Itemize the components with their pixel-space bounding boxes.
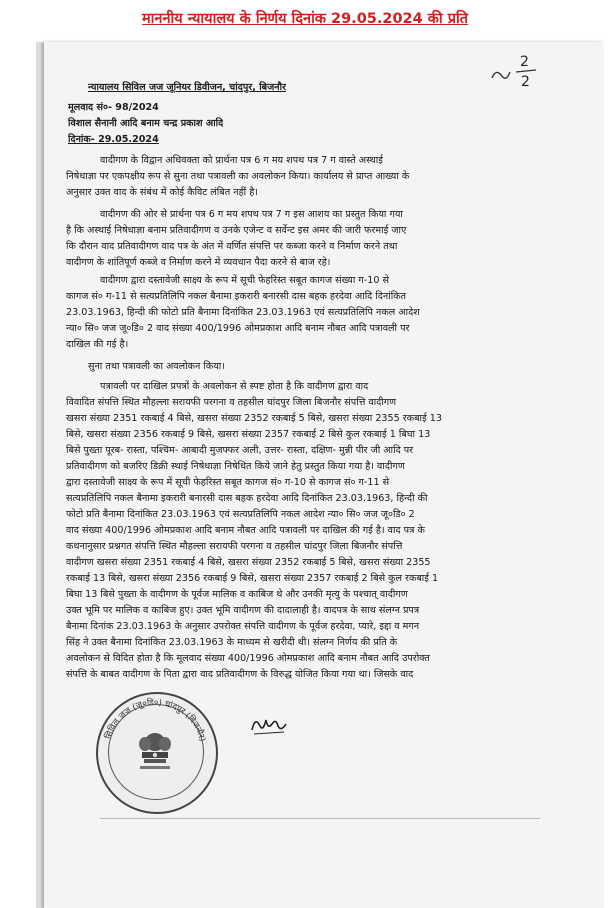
body-line: कागज सं० ग-11 से सत्यप्रतिलिपि नकल बैनामा इकरारी बनारसी दास बहक हरदेवा आदि दिनांकित [66, 291, 407, 302]
body-line: सत्यप्रतिलिपि नकल बैनामा इकरारी बनारसी दास बहक हरदेवा आदि दिनांकित 23.03.1963, हिन्दी की [66, 493, 428, 504]
page-ref-numerator: 2 [520, 54, 529, 70]
body-line: वादीगण की ओर से प्रार्थना पत्र 6 ग मय शपथ पत्र 7 ग इस आशय का प्रस्तुत किया गया [100, 209, 403, 220]
body-line: न्या० सि० जज जू०डि० 2 वाद संख्या 400/1996 ओमप्रकाश आदि बनाम नौबत आदि पत्रावली पर [66, 323, 410, 334]
body-line: वादीगण के शांतिपूर्ण कब्जे व निर्माण करने में व्यवधान पैदा करने से बाज रहे। [66, 257, 331, 268]
body-line: उक्त भूमि पर मालिक व काबिज हुए। उक्त भूमि वादीगण की दादालाही है। वादपत्र के साथ संलग्न प्रपत्र [66, 605, 420, 616]
body-line: कि दौरान वाद प्रतिवादीगण वाद पत्र के अंत में वर्णित संपत्ति पर कब्जा करने व निर्माण करने तथा [66, 241, 398, 252]
body-line: वादीगण के विद्वान अधिवक्ता को प्रार्थना पत्र 6 ग मय शपथ पत्र 7 ग वास्ते अस्थाई [100, 155, 383, 166]
body-line: संपत्ति के बाबत वादीगण के पिता द्वारा वाद प्रतिवादीगण के विरुद्ध योजित किया गया था। जिसके वाद [66, 669, 414, 680]
body-line: वाद संख्या 400/1996 ओमप्रकाश आदि बनाम नौबत आदि पत्रावली पर दाखिल की गई है। वाद पत्र के [66, 525, 425, 536]
order-date: दिनांक- 29.05.2024 [68, 134, 159, 145]
body-line: अनुसार उक्त वाद के संबंध में कोई कैविट लंबित नहीं है। [66, 187, 258, 198]
parties: विशाल सैनानी आदि बनाम चन्द्र प्रकाश आदि [68, 118, 224, 129]
body-line: कथनानुसार प्रश्नगत संपत्ति स्थित मौहल्ला सरायफी परगना व तहसील चांदपुर जिला बिजनौर संपत्ति [66, 541, 403, 552]
body-line: रकबाई 13 बिसे, खसरा संख्या 2356 रकबाई 9 बिसे, खसरा संख्या 2357 रकबाई 2 बिसे कुल रकबाई 1 [66, 573, 439, 584]
body-line: वादीगण खसरा संख्या 2351 रकबाई 4 बिसे, खसरा संख्या 2352 रकबाई 5 बिसे, खसरा संख्या 2355 [66, 557, 431, 568]
national-emblem-icon [132, 728, 178, 778]
body-line: फोटो प्रति बैनामा दिनांकित 23.03.1963 एवं सत्यप्रतिलिपि नकल आदेश न्या० सि० जज जू०डि० 2 [66, 509, 415, 520]
court-name: न्यायालय सिविल जज जूनियर डिवीजन, चांदपुर, बिजनौर [88, 82, 287, 93]
body-line: बिसे, खसरा संख्या 2356 रकबाई 9 बिसे, खसरा संख्या 2357 रकबाई 2 बिसे कुल रकबाई 1 बिघा 13 [66, 429, 431, 440]
bottom-rule [100, 818, 540, 819]
body-line: सिंह ने उक्त बैनामा दिनांकित 23.03.1963 के माध्यम से खरीदी थी। संलग्न निर्णय की प्रति के [66, 637, 398, 648]
body-line: बिघा 13 बिसे पुख्ता के वादीगण के पूर्वज मालिक व काबिज थे और उनकी मृत्यु के पश्चात् वादीगण [66, 589, 408, 600]
body-line: प्रतिवादीगण को बजरिए डिक्री स्थाई निषेधाज्ञा निषेधित किये जाने हेतु प्रस्तुत किया गया है। वादीगण [66, 461, 405, 472]
document-banner [0, 0, 610, 38]
page-ref-denominator: 2 [521, 74, 530, 90]
body-line: है कि अस्थाई निषेधाज्ञा बनाम प्रतिवादीगण व उनके एजेन्ट व सर्वेन्ट इस अमर की जारी फरमाई जाए [66, 225, 407, 236]
body-line: विवादित संपत्ति स्थित मौहल्ला सरायफी परगना व तहसील चांदपुर जिला बिजनौर संपत्ति वादीगण [66, 397, 397, 408]
banner-title: माननीय न्यायालय के निर्णय दिनांक 29.05.2024 की प्रति [142, 11, 468, 27]
seal-text: सिविल जज (जू०डि०) चांदपुर (बिजनौर) [103, 697, 207, 743]
body-line: खसरा संख्या 2351 रकबाई 4 बिसे, खसरा संख्या 2352 रकबाई 5 बिसे, खसरा संख्या 2355 रकबाई 13 [66, 413, 443, 424]
judge-signature [248, 712, 290, 738]
body-line: बिसे पुख्ता पूरब- रास्ता, पश्चिम- आबादी मुजफ्फर अली, उत्तर- रास्ता, दक्षिण- मुन्नी पीर जी आदि पर [66, 445, 414, 456]
suit-number: मूलवाद सं०- 98/2024 [68, 102, 159, 113]
paper-edge [36, 42, 44, 908]
body-line: द्वारा दस्तावेजी साक्ष्य के रूप में सूची फेहरिस्त सबूत कागज सं० ग-10 से कागज सं० ग-11 से [66, 477, 390, 488]
body-line: अवलोकन से विदित होता है कि मूलवाद संख्या 400/1996 ओमप्रकाश आदि बनाम नौबत आदि उपरोक्त [66, 653, 430, 664]
body-line: निषेधाज्ञा पर एकपक्षीय रूप से सुना तथा पत्रावली का अवलोकन किया। कार्यालय से प्राप्त आख्या के [66, 171, 410, 182]
body-line: वादीगण द्वारा दस्तावेजी साक्ष्य के रूप में सूची फेहरिस्त सबूत कागज संख्या ग-10 से [100, 275, 389, 286]
body-line: दाखिल की गई है। [66, 339, 129, 350]
body-line: 23.03.1963, हिन्दी की फोटो प्रति बैनामा दिनांकित 23.03.1963 एवं सत्यप्रतिलिपि नकल आदेश [66, 307, 420, 318]
page-number-mark [486, 50, 546, 90]
body-line: पत्रावली पर दाखिल प्रपत्रों के अवलोकन से स्पष्ट होता है कि वादीगण द्वारा वाद [100, 381, 369, 392]
body-line: सुना तथा पत्रावली का अवलोकन किया। [88, 361, 225, 372]
body-line: बैनामा दिनांक 23.03.1963 के अनुसार उपरोक्त संपत्ति वादीगण के पूर्वज हरदेवा, प्यारे, इद्दा व मगन [66, 621, 420, 632]
